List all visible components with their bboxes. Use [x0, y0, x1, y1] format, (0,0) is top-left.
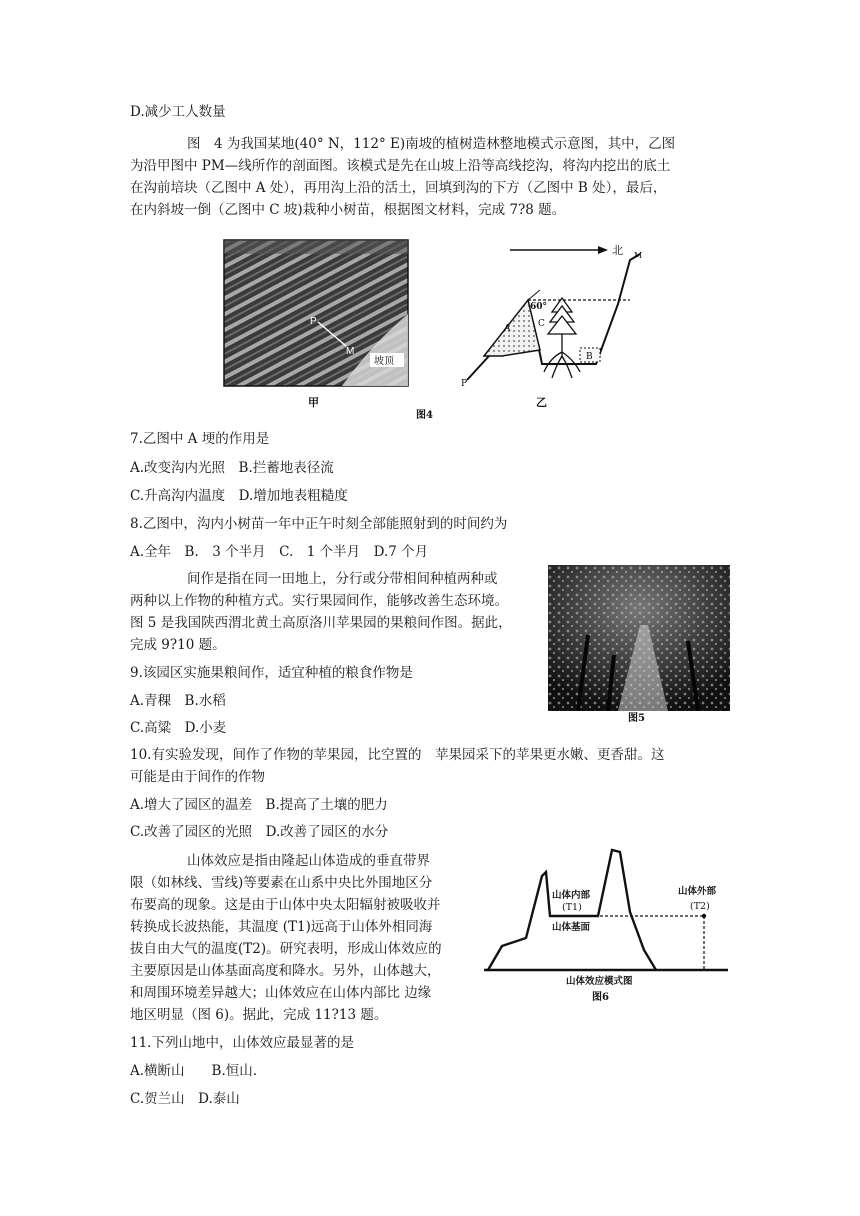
intro-fig6-line4: 转换成长波热能，其温度 (T1)远高于山体外相同海	[130, 919, 433, 935]
intro-fig6-line5: 拔自由大气的温度(T2)。研究表明，形成山体效应的	[130, 941, 442, 957]
fig4-tree-icon	[544, 298, 580, 378]
question-10-line1: 10.有实验发现，间作了作物的苹果园，比空置的 苹果园采下的苹果更水嫩、更香甜。这	[130, 747, 665, 763]
figure-5	[548, 565, 730, 725]
question-10-line2: 可能是由于间作的作物	[130, 769, 265, 785]
question-8: 8.乙图中，沟内小树苗一年中正午时刻全部能照射到的时间约为	[130, 516, 508, 532]
fig5-caption: 图5	[628, 713, 645, 724]
fig4-label-m: M	[634, 251, 643, 260]
fig4-label-a: A	[504, 324, 511, 334]
q10-options-cd: C.改善了园区的光照 D.改善了园区的水分	[130, 824, 389, 840]
q10-options-ab: A.增大了园区的温差 B.提高了土壤的肥力	[130, 797, 388, 813]
q7-options-cd: C.升高沟内温度 D.增加地表粗糙度	[130, 488, 348, 504]
fig6-t2-label: (T2)	[690, 901, 710, 912]
fig4-label-c: C	[538, 319, 545, 329]
intro-fig6-line6: 主要原因是山体基面高度和降水。另外，山体越大，	[130, 963, 441, 979]
fig6-outer-label: 山体外部	[678, 886, 717, 897]
intro-fig4-line4: 在内斜坡一倒（乙图中 C 坡)栽种小树苗，根据图文材料，完成 7?8 题。	[130, 202, 566, 218]
fig6-model-label: 山体效应模式图	[566, 976, 633, 987]
fig4-caption: 图4	[416, 410, 433, 421]
fig4-label-yi: 乙	[536, 396, 547, 409]
fig4-label-slope-top: 坡顶	[374, 356, 394, 367]
intro-fig4-line1: 图 4 为我国某地(40° N，112° E)南坡的植树造林整地模式示意图，其中，乙图	[187, 136, 676, 152]
question-7: 7.乙图中 A 埂的作用是	[130, 431, 270, 447]
q8-options: A.全年 B. 3 个半月 C. 1 个半月 D.7 个月	[130, 544, 429, 560]
intro-fig6-line8: 地区明显（图 6)。据此，完成 11?13 题。	[130, 1007, 388, 1023]
fig4-label-60: 60°	[530, 302, 548, 312]
q9-options-cd: C.高粱 D.小麦	[130, 720, 227, 736]
question-9: 9.该园区实施果粮间作，适宜种植的粮食作物是	[130, 665, 413, 681]
intro-fig5-line2: 两种以上作物的种植方式。实行果园间作，能够改善生态环境。	[130, 593, 508, 609]
fig6-t1-label: (T1)	[562, 902, 582, 913]
intro-fig6-line7: 和周围环境差异越大；山体效应在山体内部比 边缘	[130, 985, 432, 1001]
fig6-caption: 图6	[592, 992, 609, 1003]
intro-fig6-line2: 限（如林线、雪线)等要素在山系中央比外围地区分	[130, 875, 433, 891]
fig4-label-north: 北	[612, 244, 623, 257]
figure-4	[222, 234, 644, 424]
intro-fig5-line1: 间作是指在同一田地上，分行或分带相间种植两种或	[187, 571, 498, 587]
fig4-label-p: P	[461, 379, 468, 389]
intro-fig5-line4: 完成 9?10 题。	[130, 637, 226, 653]
fig4-label-b: B	[586, 352, 593, 362]
fig6-base-label: 山体基面	[552, 922, 591, 933]
intro-fig5-line3: 图 5 是我国陕西渭北黄土高原洛川苹果园的果粮间作图。据此，	[130, 615, 512, 631]
fig4-label-jia: 甲	[308, 396, 319, 409]
intro-fig6-line3: 布要高的现象。这是由于山体中央太阳辐射被吸收并	[130, 897, 441, 913]
q9-options-ab: A.青稞 B.水稻	[130, 693, 226, 709]
q7-options-ab: A.改变沟内光照 B.拦蓄地表径流	[130, 460, 334, 476]
q11-options-cd: C.贺兰山 D.泰山	[130, 1091, 240, 1107]
figure-6	[480, 842, 730, 1008]
question-11: 11.下列山地中，山体效应最显著的是	[130, 1035, 354, 1051]
intro-fig6-line1: 山体效应是指由隆起山体造成的垂直带界	[187, 853, 430, 869]
fig6-inner-label: 山体内部	[552, 890, 591, 901]
q11-options-ab: A.横断山 B.恒山.	[130, 1063, 258, 1079]
option-d-prev: D.减少工人数量	[130, 104, 226, 120]
fig4-label-m-top: M	[346, 346, 355, 357]
intro-fig4-line3: 在沟前培块（乙图中 A 处），再用沟上沿的活土，回填到沟的下方（乙图中 B 处），最后，	[130, 180, 667, 196]
intro-fig4-line2: 为沿甲图中 PM—线所作的剖面图。该模式是先在山坡上沿等高线挖沟，将沟内挖出的底土	[130, 158, 671, 174]
fig4-label-p-top: P	[310, 316, 317, 327]
